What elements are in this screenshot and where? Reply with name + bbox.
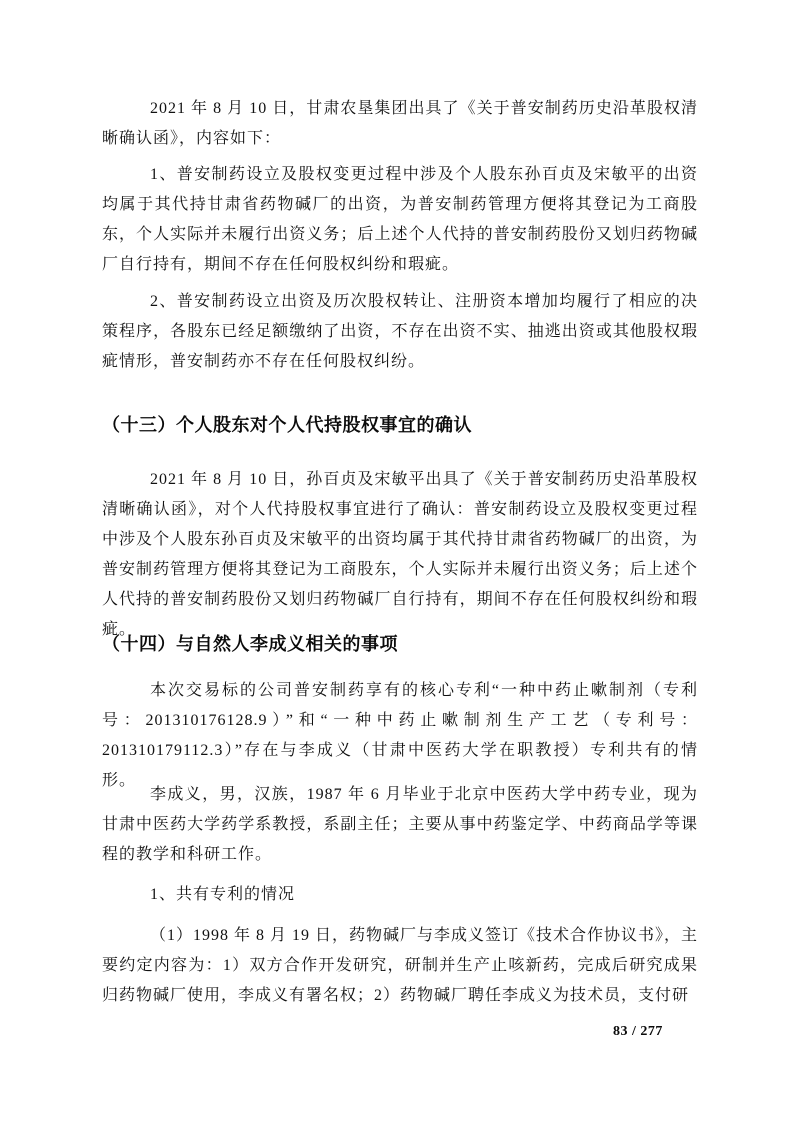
document-body	[102, 0, 698, 1122]
paragraph-confirmation-item-1: 1、普安制药设立及股权变更过程中涉及个人股东孙百贞及宋敏平的出资均属于其代持甘肃省药物碱厂的出资，为普安制药管理方便将其登记为工商股东，个人实际并未履行出资义务；后上述个人代持的普安制药股份又划归药物碱厂自行持有，期间不存在任何股权纠纷和瑕疵。	[102, 166, 698, 273]
paragraph-core-patents: 本次交易标的公司普安制药享有的核心专利“一种中药止嗽制剂（专利号：201310176128.9）”和“一种中药止嗽制剂生产工艺（专利号：201310179112.3）”存在与李成义（甘肃中医药大学在职教授）专利共有的情形。	[102, 682, 698, 789]
paragraph-shared-patent-subtitle: 1、共有专利的情况	[150, 886, 296, 903]
paragraph-section-13-body: 2021 年 8 月 10 日，孙百贞及宋敏平出具了《关于普安制药历史沿革股权清晰确认函》，对个人代持股权事宜进行了确认：普安制药设立及股权变更过程中涉及个人股东孙百贞及宋敏平的出资均属于其代持甘肃省药物碱厂的出资，为普安制药管理方便将其登记为工商股东，个人实际并未履行出资义务；后上述个人代持的普安制药股份又划归药物碱厂自行持有，期间不存在任何股权纠纷和瑕疵。	[102, 471, 698, 638]
paragraph-confirmation-item-2: 2、普安制药设立出资及历次股权转让、注册资本增加均履行了相应的决策程序，各股东已经足额缴纳了出资，不存在出资不实、抽逃出资或其他股权瑕疵情形，普安制药亦不存在任何股权纠纷。	[102, 293, 698, 370]
heading-section-14: （十四）与自然人李成义相关的事项	[102, 634, 398, 654]
heading-section-13: （十三）个人股东对个人代持股权事宜的确认	[102, 415, 472, 435]
paragraph-cooperation-agreement: （1）1998 年 8 月 19 日，药物碱厂与李成义签订《技术合作协议书》，主要约定内容为：1）双方合作开发研究，研制并生产止咳新药，完成后研究成果归药物碱厂使用，李成义有署名权；2）药物碱厂聘任李成义为技术员，支付研	[102, 927, 699, 1004]
paragraph-li-chengyi-bio: 李成义，男，汉族，1987 年 6 月毕业于北京中医药大学中药专业，现为甘肃中医药大学药学系教授，系副主任；主要从事中药鉴定学、中药商品学等课程的教学和科研工作。	[102, 786, 698, 863]
page-number: 83 / 277	[613, 1024, 663, 1039]
paragraph-gansu-nongken-letter-intro: 2021 年 8 月 10 日，甘肃农垦集团出具了《关于普安制药历史沿革股权清晰确认函》，内容如下：	[102, 100, 698, 147]
